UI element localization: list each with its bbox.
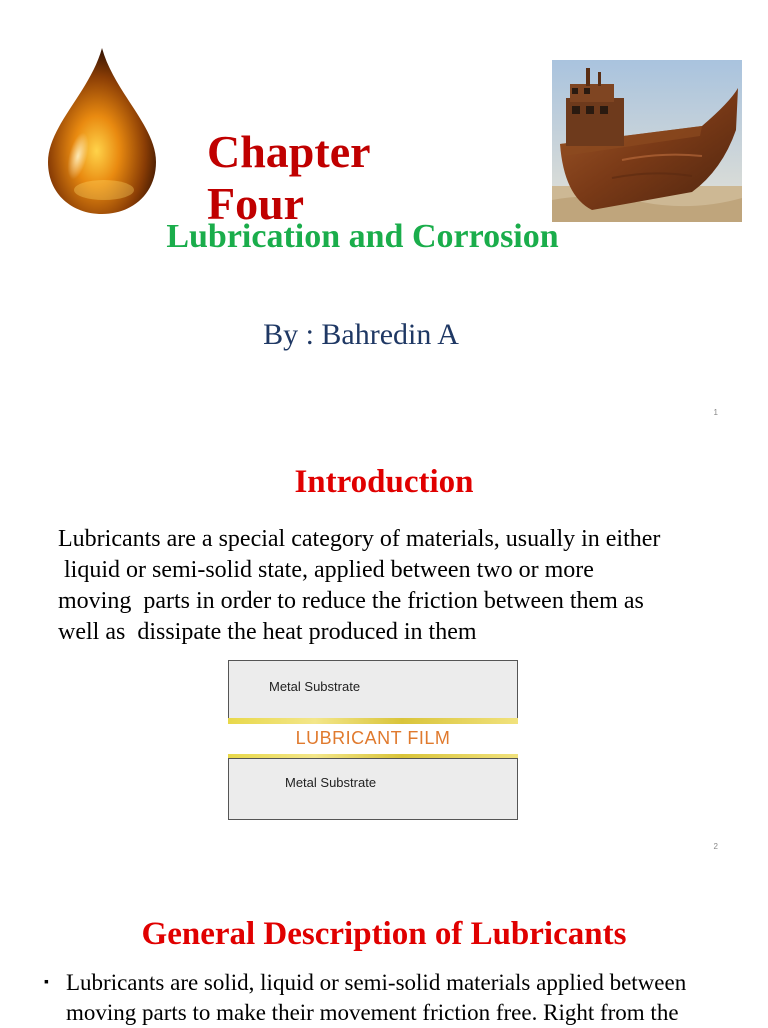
intro-paragraph [58, 524, 718, 648]
general-description-slide [0, 858, 768, 1024]
paragraph-line: liquid or semi-solid state, applied between two or more [58, 557, 594, 583]
bullet-list [44, 968, 734, 1028]
slide-heading: Introduction [294, 464, 474, 500]
paragraph-line: well as dissipate the heat produced in them [58, 619, 477, 645]
metal-substrate-top [228, 660, 518, 720]
lubricant-film-strip-top [228, 718, 518, 724]
bullet-icon: ▪ [44, 975, 49, 990]
chapter-title-line2: Four [207, 178, 305, 229]
bullet-line: moving parts to make their movement friction free. Right from the [66, 1000, 679, 1025]
substrate-label: Metal Substrate [269, 679, 361, 694]
slide-heading: General Description of Lubricants [141, 916, 627, 952]
bullet-line: Lubricants are solid, liquid or semi-solid materials applied between [66, 970, 687, 995]
lubricant-film-diagram [228, 660, 520, 822]
slide-subtitle: Lubrication and Corrosion [166, 218, 559, 255]
rusty-ship-photo [552, 60, 742, 222]
oil-drop-icon [42, 44, 162, 216]
metal-substrate-bottom [228, 758, 518, 820]
list-item [44, 968, 734, 1028]
author-line: By : Bahredin A [263, 318, 459, 351]
substrate-label: Metal Substrate [285, 775, 377, 790]
paragraph-line: Lubricants are a special category of materials, usually in either [58, 526, 661, 552]
introduction-slide [0, 428, 768, 858]
lubricant-film-label: LUBRICANT FILM [295, 728, 451, 748]
chapter-title-line1: Chapter [207, 126, 371, 177]
paragraph-line: moving parts in order to reduce the friction between them as [58, 588, 644, 614]
chapter-title [207, 126, 427, 230]
page-number: 2 [713, 842, 718, 851]
title-slide [0, 0, 768, 428]
page-number: 1 [713, 408, 718, 417]
